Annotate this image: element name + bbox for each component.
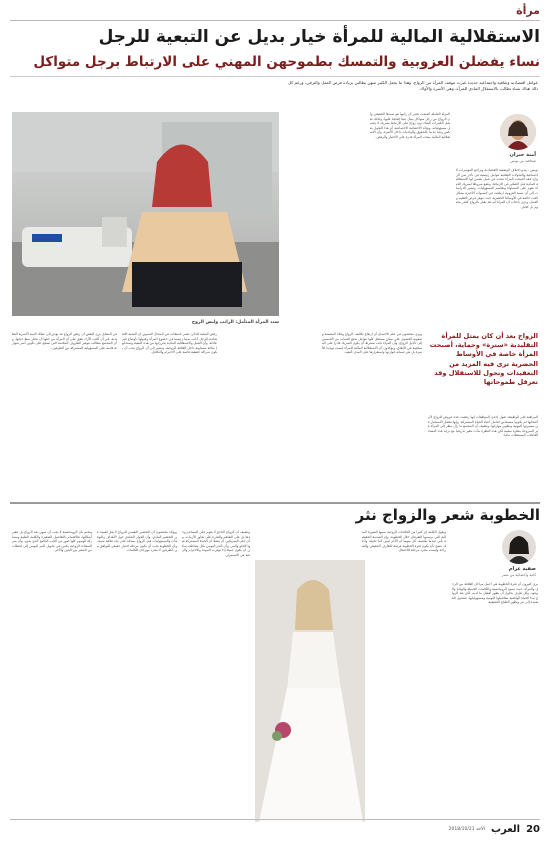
page-number: 20 xyxy=(526,823,540,835)
article1-column-6: في المقابل يرى البعض أن رفض الزواج قد يؤدي إلى تفكك البنية الأسرية التقليدية، غير أن أغلب الآراء تتفق على أن المرأة من حقها أن تختار نمط حياتها، وأن المجتمع مطالب بتوفير الظروف الملائمة التي تشجع على تكوين أسر متوازنة قائمة على المسؤولية المشتركة بين الطرفين. xyxy=(12,332,117,350)
seamstress-photo xyxy=(12,112,279,316)
article1-column-4: ويرى مختصون في علم الاجتماع أن ارتفاع تكاليف الزواج وغلاء المعيشة وصعوبة الحصول على سكن مستقل كلها عوامل تدفع الشباب من الجنسين إلى تأجيل الزواج، وأن المرأة باتت تشترط أن يكون الشريك قادرا على المساهمة في الإنفاق، ويؤكدون أن الاستقلالية المالية للمرأة ليست تهديدا للأسرة بل هي ضمانة لتوازنها واستقرارها على المدى البعيد. xyxy=(322,332,422,355)
article2-column-3: وتضيف أن الزواج الناجح لا يقوم على المشاعر وحدها بل على التفاهم والقدرة على تجاوز الأزمات، وأن على الشريكين أن يتقبلا أن الحياة المشتركة فيها الحلو والمر، وأن النثر اليومي بكل بساطته يمكن أن يكون جميلا إذا توفرت المودة والاحترام والرغبة في الاستمرار. xyxy=(182,530,250,557)
article1-lede: عوامل اقتصادية وثقافية واجتماعية جديدة غيرت موقف المرأة من الزواج، وهذا ما يجعل الكثير منهن يطالبن بزيادة فرص العمل والترقي، ورغم كل ذلك هناك نساء تطالب بالاستقلال المادي للمرأة، وهي الأسرة والأولاد. xyxy=(288,80,538,91)
page-footer xyxy=(10,819,540,836)
article1-column-2: المرأة العاملة أصبحت تعتبر أن راتبها هو سندها الحقيقي وأن الزواج من رجل متواكل يمثل عبئا إضافيا عليها، ولذلك تفضل الكثيرات البقاء دون زواج على الارتباط بشريك لا يتحمل مسؤولياته، وتؤكد الأخصائية الاجتماعية أن هذا التحول يعكس وعيا جديدا بالحقوق والواجبات داخل الأسرة، وأن الاستقلالية المالية منحت المرأة قدرة على الاختيار والرفض. xyxy=(370,112,450,139)
issue-date: الأحد 2018/10/21 xyxy=(448,826,485,832)
author-name: آمنة جبران xyxy=(509,152,536,158)
section-label: مرأة xyxy=(516,4,540,17)
author2-photo xyxy=(502,530,536,564)
newspaper-logo: العرب xyxy=(490,823,521,835)
seamstress-illustration xyxy=(12,112,279,316)
article2-column-2: وتقول الكاتبة إن كثيرا من الخلافات الزوجية سببها الصورة المثالية التي يرسمها الطرفان خلال الخطوبة، وإن الصدمة الحقيقية تأتي عندما يكتشف كل منهما أن الآخر ليس كما تخيله، ولذلك تنصح بأن تكون فترة الخطوبة فرصة للتعارف الحقيقي والصراحة وليست مجرد مرحلة للاحتفال. xyxy=(362,530,446,553)
article2-headline: الخطوبة شعر والزواج نثر xyxy=(355,506,540,524)
footer-right xyxy=(449,824,540,835)
article1-column-1: تونس - يبدو اختلاف الوضعية الاقتصادية وتراجع المؤشرات الاجتماعية والتحولات الثقافية عوامل رئيسية في تأخر سن الزواج، فقد أصبحت المرأة تبحث عن عمل يضمن لها الاستقلالية المادية قبل التفكير في الارتباط، وتضع شروطا لشريك الحياة تقوم على المساواة وتقاسم المسؤوليات، وتشير الدراسات إلى أن نسبة العزوبية ارتفعت في السنوات الأخيرة بشكل لافت خاصة في الأوساط الحضرية حيث تتوفر فرص التعليم والعمل، وترى باحثات أن المرأة لم تعد تقبل بالزواج كقدر محتوم بل كخيار. xyxy=(456,168,538,209)
article1-column-3: المراهنة على الوظيفة: تقول إحدى الموظفات إنها رفضت عدة عروض للزواج لأن أصحابها لم يكونوا مستعدين لتحمل أعباء الحياة المشتركة، وإنها تفضل الاستثمار في مسيرتها المهنية وتطوير مهاراتها، وتضيف أن المجتمع ما زال ينظر إلى المرأة غير المتزوجة بنظرة سلبية لكن هذه النظرة بدأت تتغير تدريجيا مع تزايد عدد النساء العاملات المستقلات ماديا. xyxy=(428,415,538,438)
pull-quote: الزواج بعد أن كان يمثل للمرأة التقليدية «سترة» وحماية، أصبحت المرأة خاصة في الأوساط الحضرية ترى فيه المزيد من التعقيدات وتحول للاستقلال وقد تعرقل طموحاتها xyxy=(429,332,538,387)
author2-name: صفية عزام xyxy=(508,566,536,572)
photo-caption: سند المرأة المتأمل: الراتب وليس الزوج xyxy=(191,320,279,325)
author2-title: كاتبة وأخصائية من مصر xyxy=(501,573,536,577)
author-photo xyxy=(500,114,536,150)
author-title: صحافية من تونس xyxy=(510,159,536,163)
article1-headline: الاستقلالية المالية للمرأة خيار بديل عن التبعية للرجل xyxy=(98,27,540,47)
headline-rule xyxy=(10,76,540,77)
article1-column-5: رفض التبعية للذكر: تعتبر ناشطات في المجال النسوي أن التبعية الاقتصادية للرجل كانت سببا رئيسيا في خضوع المرأة وقبولها بأوضاع غير عادلة، وأن العمل والاستقلالية المادية يحررانها من هذه التبعية ويمنحانها مكانة متساوية داخل العلاقة الزوجية، وتشير إلى أن الزواج يجب أن يكون شراكة حقيقية قائمة على الاحترام والتكافل. xyxy=(122,332,217,355)
section-divider xyxy=(10,502,540,504)
article2-column-4: ويؤكد مختصون أن التحضير النفسي للزواج لا يقل أهمية عن التحضير المادي، وأن الحوار الصادق حول الأهداف والتوقعات والمسؤوليات قبل الزواج يساعد على بناء علاقة متينة، وأن الخطوبة يجب أن تكون مرحلة اختبار حقيقي للتوافق بين الطرفين لا مجرد مهرجان للكلمات. xyxy=(97,530,177,553)
article2-column-1: يرى كثيرون أن فترة الخطوبة هي أجمل مراحل العلاقة بين الرجل والمرأة، حيث تسود الرومانسية والكلمات الجميلة والهدايا والوعود، وكل طرف يحاول أن يظهر أفضل ما لديه، لكن بعد الزواج تبدأ الحياة الواقعية بتفاصيلها اليومية ومسؤولياتها، فتتحول القصيدة إلى نثر وتظهر الطباع الحقيقية. xyxy=(452,582,538,605)
article1-subheadline: نساء يفضلن العزوبية والتمسك بطموحهن المهني على الارتباط برجل متواكل xyxy=(33,54,540,70)
top-rule xyxy=(10,20,540,21)
bride-photo xyxy=(255,560,365,822)
article2-column-5: وتختم بأن الرومانسية لا يجب أن تنتهي بعد الزواج بل تتغير أشكالها، فالاهتمام بالتفاصيل الصغيرة والكلمة الطيبة ومشاركة الهموم كلها صور من الحب الناضج الذي يدوم، وأن سر السعادة الزوجية يكمن في تحويل النثر اليومي إلى لحظات من الشعر بين الحين والآخر. xyxy=(12,530,92,553)
